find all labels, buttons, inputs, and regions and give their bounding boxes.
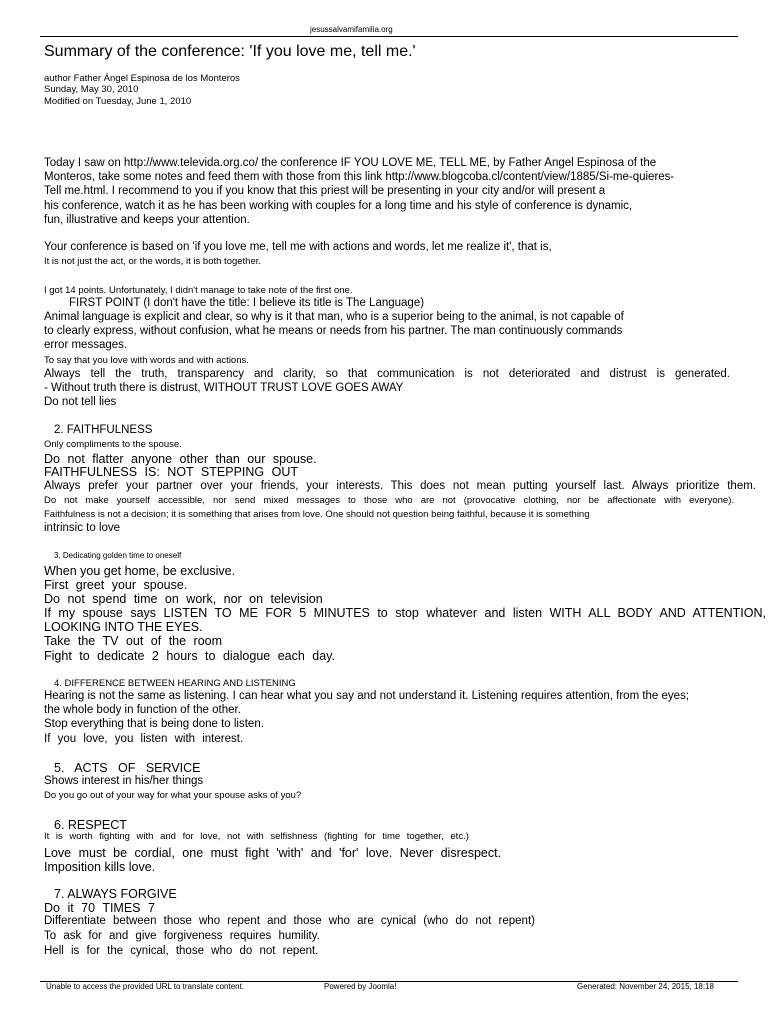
publish-date: Sunday, May 30, 2010 — [44, 84, 139, 95]
intro-line: his conference, watch it as he has been working with couples for a long time and his style of conference is dynamic, — [44, 200, 633, 212]
page-title: Summary of the conference: 'If you love me, tell me.' — [44, 43, 416, 60]
section-heading: 3. Dedicating golden time to oneself — [54, 551, 182, 560]
section-line: To ask for and give forgiveness requires humility. — [44, 930, 320, 942]
intro-line: Tell me.html. I recommend to you if you know that this priest will be presenting in your city and/or will present a — [44, 185, 606, 197]
section-line: Animal language is explicit and clear, so why is it that man, who is a superior being to the animal, is not capable of — [44, 311, 624, 323]
points-note: I got 14 points. Unfortunately, I didn't manage to take note of the first one. — [44, 285, 353, 296]
section-line: Faithfulness is not a decision; it is something that arises from love. One should not question being faithful, because it is something — [44, 509, 590, 520]
intro-line: Monteros, take some notes and feed them with those from this link http://www.blogcoba.cl/content/view/1885/Si-me-quieres- — [44, 171, 675, 183]
section-line: Love must be cordial, one must fight 'with' and 'for' love. Never disrespect. — [44, 846, 502, 860]
section-heading: 2. FAITHFULNESS — [54, 424, 153, 436]
section-line: to clearly express, without confusion, what he means or needs from his partner. The man continuously commands — [44, 325, 623, 337]
basis-line: It is not just the act, or the words, it is both together. — [44, 256, 262, 267]
section-line: Imposition kills love. — [44, 860, 156, 874]
modified-date: Modified on Tuesday, June 1, 2010 — [44, 96, 192, 107]
section-line: First greet your spouse. — [44, 578, 188, 592]
footer-powered: Powered by Joomla! — [324, 982, 397, 991]
site-name: jesussalvamifamilia.org — [310, 25, 393, 34]
section-heading: 6. RESPECT — [54, 818, 127, 832]
section-line: Do not make yourself accessible, nor send mixed messages to those who are not (provocative clothing, nor be affectionate with everyone). — [44, 495, 734, 506]
section-line: If you love, you listen with interest. — [44, 733, 244, 745]
section-line: - Without truth there is distrust, WITHOUT TRUST LOVE GOES AWAY — [44, 382, 404, 394]
section-line: the whole body in function of the other. — [44, 704, 241, 716]
section-heading: FIRST POINT (I don't have the title: I believe its title is The Language) — [69, 297, 425, 309]
section-line: LOOKING INTO THE EYES. — [44, 620, 203, 634]
section-line: Differentiate between those who repent and those who are cynical (who do not repent) — [44, 915, 535, 927]
section-line: Take the TV out of the room — [44, 634, 223, 648]
section-line: Hell is for the cynical, those who do not repent. — [44, 945, 319, 957]
footer-left: Unable to access the provided URL to translate content. — [46, 982, 245, 991]
intro-line: Today I saw on http://www.televida.org.co/ the conference IF YOU LOVE ME, TELL ME, by Father Angel Espinosa of the — [44, 157, 657, 169]
section-note: Only compliments to the spouse. — [44, 439, 182, 450]
section-line: Do it 70 TIMES 7 — [44, 901, 155, 915]
header-rule — [40, 36, 738, 37]
section-line: If my spouse says LISTEN TO ME FOR 5 MINUTES to stop whatever and listen WITH ALL BODY AND ATTENTION, — [44, 606, 766, 620]
section-line: Always tell the truth, transparency and clarity, so that communication is not deteriorated and distrust is generated. — [44, 368, 730, 380]
section-heading: 7. ALWAYS FORGIVE — [54, 887, 177, 901]
section-note: Do you go out of your way for what your spouse asks of you? — [44, 790, 302, 801]
section-line: Fight to dedicate 2 hours to dialogue each day. — [44, 649, 335, 663]
section-line: When you get home, be exclusive. — [44, 564, 236, 578]
section-line: Stop everything that is being done to listen. — [44, 718, 264, 730]
section-line: FAITHFULNESS IS: NOT STEPPING OUT — [44, 465, 299, 479]
section-line: Do not flatter anyone other than our spouse. — [44, 452, 317, 466]
section-note: It is worth fighting with and for love, not with selfishness (fighting for time together, etc.) — [44, 831, 469, 842]
footer-generated: Generated: November 24, 2015, 18:18 — [577, 982, 714, 991]
section-heading: 5. ACTS OF SERVICE — [54, 761, 201, 775]
basis-line: Your conference is based on 'if you love me, tell me with actions and words, let me realize it', that is, — [44, 241, 552, 253]
section-note: To say that you love with words and with actions. — [44, 355, 249, 366]
section-line: Do not tell lies — [44, 396, 117, 408]
intro-line: fun, illustrative and keeps your attention. — [44, 214, 250, 226]
section-line: Do not spend time on work, nor on television — [44, 592, 323, 606]
section-heading: 4. DIFFERENCE BETWEEN HEARING AND LISTENING — [54, 678, 296, 689]
section-line: Hearing is not the same as listening. I can hear what you say and not understand it. Listening requires attention, from the eyes; — [44, 690, 690, 702]
section-line: intrinsic to love — [44, 522, 121, 534]
author: author Father Ángel Espinosa de los Monteros — [44, 73, 240, 84]
section-line: Always prefer your partner over your friends, your interests. This does not mean putting yourself last. Always prioritize them. — [44, 480, 756, 492]
section-line: Shows interest in his/her things — [44, 775, 204, 787]
section-line: error messages. — [44, 339, 128, 351]
